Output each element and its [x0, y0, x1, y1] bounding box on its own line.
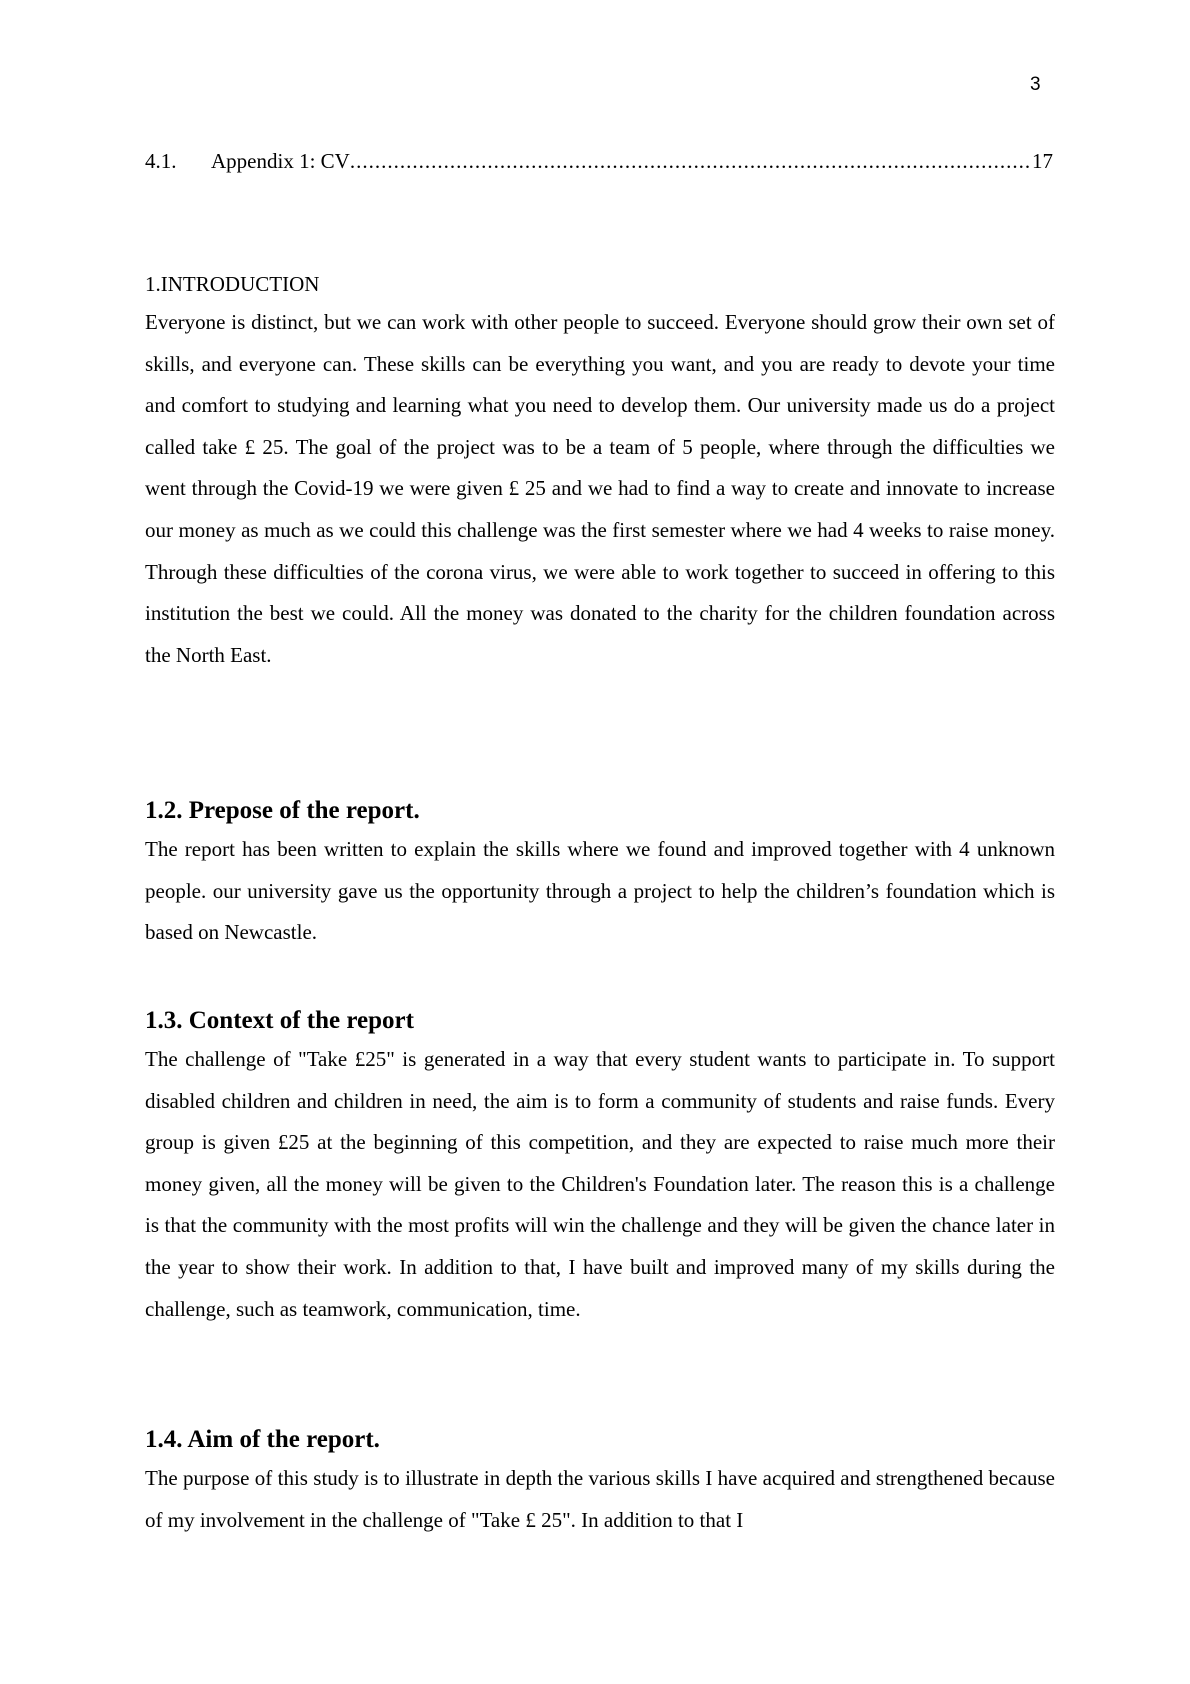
introduction-heading: 1.INTRODUCTION: [145, 272, 320, 296]
toc-entry-appendix[interactable]: [145, 146, 1053, 176]
context-paragraph: The challenge of "Take £25" is generated in a way that every student wants to participate in. To support disabled children and children in need, the aim is to form a community of students and raise funds. Every group is given £25 at the beginning of this competition, and they are expected to raise much more their money given, all the money will be given to the Children's Foundation later. The reason this is a challenge is that the community with the most profits will win the challenge and they will be given the chance later in the year to show their work. In addition to that, I have built and improved many of my skills during the challenge, such as teamwork, communication, time.: [145, 1047, 1055, 1321]
purpose-paragraph: The report has been written to explain the skills where we found and improved together with 4 unknown people. our university gave us the opportunity through a project to help the children’s foundation which is based on Newcastle.: [145, 837, 1055, 945]
purpose-heading: 1.2. Prepose of the report.: [145, 797, 420, 824]
purpose-section: [145, 793, 1055, 954]
toc-entry-page: 17: [1032, 149, 1053, 173]
toc-entry-number: 4.1.: [145, 149, 177, 173]
aim-paragraph: The purpose of this study is to illustrate in depth the various skills I have acquired and strengthened because of my involvement in the challenge of "Take £ 25". In addition to that I: [145, 1466, 1055, 1532]
toc-entry-title: Appendix 1: CV: [211, 149, 350, 173]
introduction-paragraph: Everyone is distinct, but we can work with other people to succeed. Everyone should grow their own set of skills, and everyone can. These skills can be everything you want, and you are ready to devote your time and comfort to studying and learning what you need to develop them. Our university made us do a project called take £ 25. The goal of the project was to be a team of 5 people, where through the difficulties we went through the Covid-19 we were given £ 25 and we had to find a way to create and innovate to increase our money as much as we could this challenge was the first semester where we had 4 weeks to raise money. Through these difficulties of the corona virus, we were able to work together to succeed in offering to this institution the best we could. All the money was donated to the charity for the children foundation across the North East.: [145, 310, 1055, 667]
context-heading: 1.3. Context of the report: [145, 1007, 414, 1034]
toc-dot-leader: [350, 146, 1032, 176]
aim-section: [145, 1422, 1055, 1541]
introduction-section: [145, 266, 1055, 676]
context-section: [145, 1003, 1055, 1330]
aim-heading: 1.4. Aim of the report.: [145, 1426, 380, 1453]
page-number: 3: [1030, 74, 1041, 95]
